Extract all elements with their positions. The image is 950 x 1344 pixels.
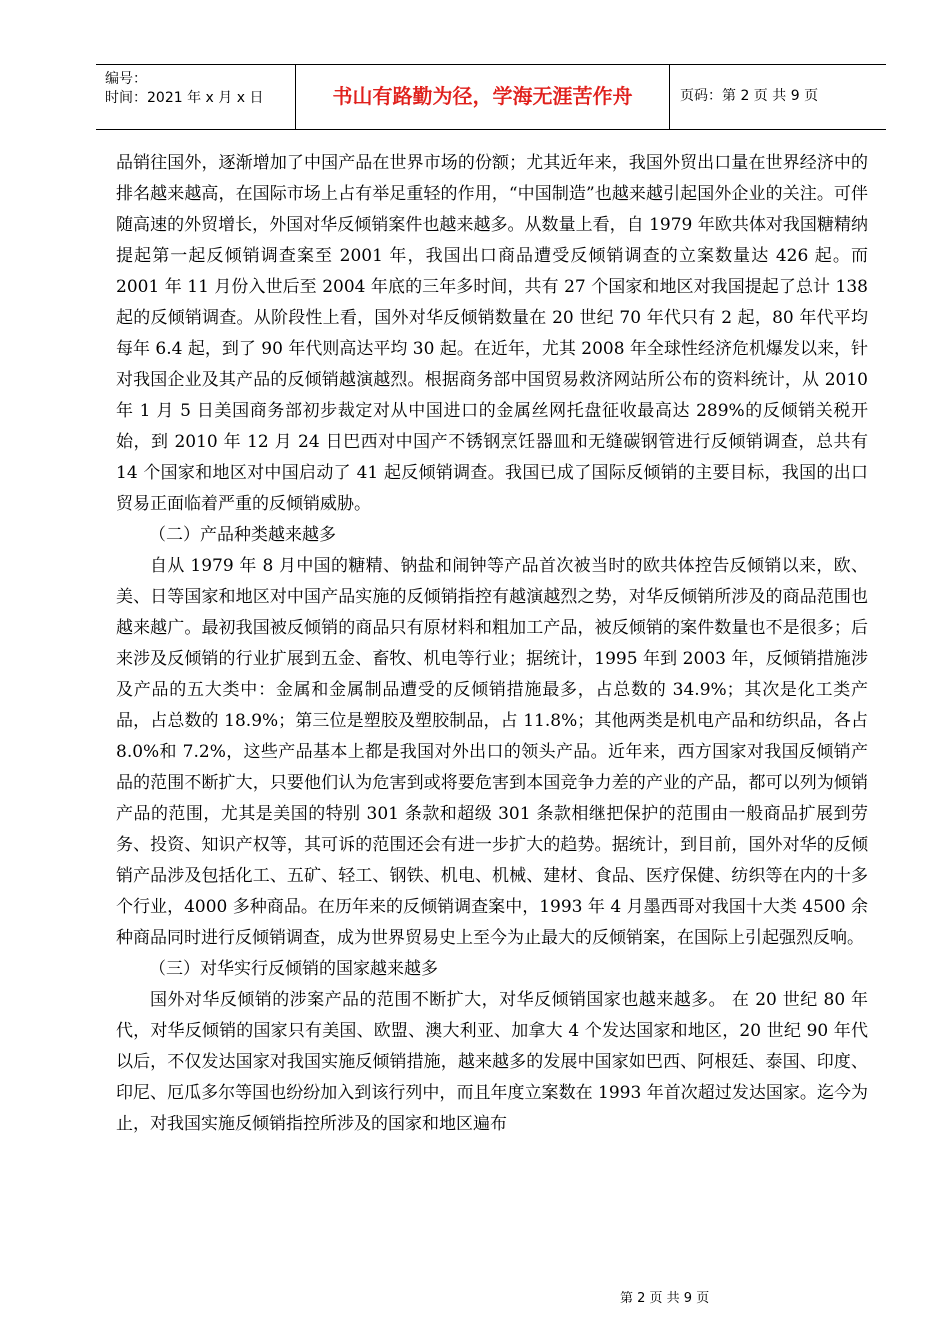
section-heading: （三）对华实行反倾销的国家越来越多 bbox=[149, 959, 438, 979]
page-header bbox=[96, 64, 886, 130]
header-meta bbox=[96, 65, 296, 129]
header-motto: 书山有路勤为径，学海无涯苦作舟 bbox=[296, 65, 670, 129]
paragraph: 品销往国外，逐渐增加了中国产品在世界市场的份额；尤其近年来，我国外贸出口量在世界经济中的排名越来越高，在国际市场上占有举足重轻的作用，“中国制造”也越来越引起国外企业的关注。可伴随高速的外贸增长，外国对华反倾销案件也越来越多。从数量上看，自 1979 年欧共体对我国糖精纳提起第一起反倾销调查案至 2001 年，我国出口商品遭受反倾销调查的立案数量达 426 起。而 2001 年 11 月份入世后至 2004 年底的三年多时间，共有 27 个国家和地区对我国提起了总计 138 起的反倾销调查。从阶段性上看，国外对华反倾销数量在 20 世纪 70 年代只有 2 起，80 年代平均每年 6.4 起，到了 90 年代则高达平均 30 起。在近年，尤其 2008 年全球性经济危机爆发以来，针对我国企业及其产品的反倾销越演越烈。根据商务部中国贸易救济网站所公布的资料统计，从 2010 年 1 月 5 日美国商务部初步裁定对从中国进口的金属丝网托盘征收最高达 289%的反倾销关税开始，到 2010 年 12 月 24 日巴西对中国产不锈钢烹饪器皿和无缝碳钢管进行反倾销调查，总共有 14 个国家和地区对中国启动了 41 起反倾销调查。我国已成了国际反倾销的主要目标，我国的出口贸易正面临着严重的反倾销威胁。 bbox=[116, 153, 868, 514]
section-heading: （二）产品种类越来越多 bbox=[149, 525, 336, 545]
paragraph: 国外对华反倾销的涉案产品的范围不断扩大，对华反倾销国家也越来越多。 在 20 世纪 80 年代，对华反倾销的国家只有美国、欧盟、澳大利亚、加拿大 4 个发达国家和地区，20 世纪 90 年代以后，不仅发达国家对我国实施反倾销措施，越来越多的发展中国家如巴西、阿根廷、泰国、印度、印尼、厄瓜多尔等国也纷纷加入到该行列中，而且年度立案数在 1993 年首次超过发达国家。迄今为止，对我国实施反倾销指控所涉及的国家和地区遍布 bbox=[116, 990, 868, 1134]
document-code: 编号： bbox=[105, 71, 147, 87]
header-page-number: 页码：第 2 页 共 9 页 bbox=[680, 88, 819, 104]
document-date: 时间：2021 年 x 月 x 日 bbox=[105, 90, 264, 106]
paragraph: 自从 1979 年 8 月中国的糖精、钠盐和闹钟等产品首次被当时的欧共体控告反倾销以来，欧、美、日等国家和地区对中国产品实施的反倾销指控有越演越烈之势，对华反倾销所涉及的商品范围也越来越广。最初我国被反倾销的商品只有原材料和粗加工产品，被反倾销的案件数量也不是很多；后来涉及反倾销的行业扩展到五金、畜牧、机电等行业；据统计，1995 年到 2003 年，反倾销措施涉及产品的五大类中：金属和金属制品遭受的反倾销措施最多，占总数的 34.9%；其次是化工类产品，占总数的 18.9%；第三位是塑胶及塑胶制品，占 11.8%；其他两类是机电产品和纺织品，各占 8.0%和 7.2%，这些产品基本上都是我国对外出口的领头产品。近年来，西方国家对我国反倾销产品的范围不断扩大，只要他们认为危害到或将要危害到本国竞争力差的产业的产品，都可以列为倾销产品的范围，尤其是美国的特别 301 条款和超级 301 条款相继把保护的范围由一般商品扩展到劳务、投资、知识产权等，其可诉的范围还会有进一步扩大的趋势。据统计，到目前，国外对华的反倾销产品涉及包括化工、五矿、轻工、钢铁、机电、机械、建材、食品、医疗保健、纺织等在内的十多个行业，4000 多种商品。在历年来的反倾销调查案中，1993 年 4 月墨西哥对我国十大类 4500 余种商品同时进行反倾销调查，成为世界贸易史上至今为止最大的反倾销案，在国际上引起强烈反响。 bbox=[116, 556, 868, 948]
document-body bbox=[116, 148, 868, 1140]
page-footer: 第 2 页 共 9 页 bbox=[620, 1291, 710, 1306]
